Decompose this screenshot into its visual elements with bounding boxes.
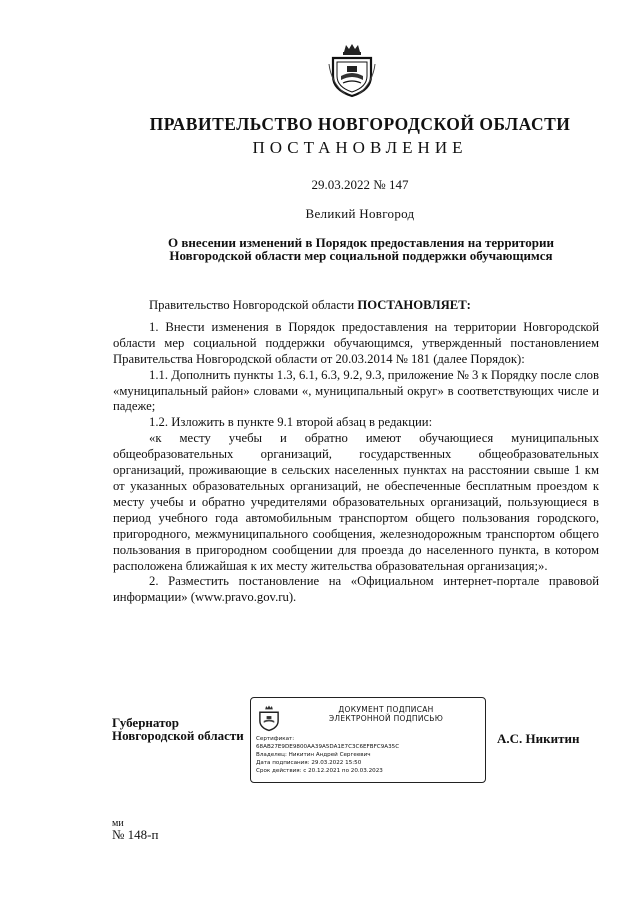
stamp-title-2: ЭЛЕКТРОННОЙ ПОДПИСЬЮ [328, 714, 444, 723]
stamp-details [256, 735, 399, 775]
document-city: Великий Новгород [305, 206, 415, 221]
signatory-name: А.С. Никитин [497, 731, 580, 746]
paragraph-1-2: 1.2. Изложить в пункте 9.1 второй абзац в редакции: [149, 415, 433, 430]
stamp-signed-date: Дата подписания: 29.03.2022 15:50 [256, 760, 362, 766]
paragraph-2: 2. Разместить постановление на «Официальном интернет-портале правовой информации» (www.pravo.gov.ru). [113, 574, 599, 605]
paragraph-1-1: 1.1. Дополнить пункты 1.3, 6.1, 6.3, 9.2, 9.3, приложение № 3 к Порядку после слов «муниципальный район» словами «, муниципальный округ» в соответствующих числе и падеже; [113, 367, 599, 414]
stamp-title-1: ДОКУМЕНТ ПОДПИСАН [338, 705, 434, 714]
position-line-1: Губернатор [112, 715, 180, 730]
document-body [113, 298, 599, 606]
preamble-resolution: ПОСТАНОВЛЯЕТ: [357, 298, 471, 312]
subject-line-2: Новгородской области мер социальной поддержки обучающимся [169, 248, 553, 263]
document-date-number: 29.03.2022 № 147 [311, 177, 409, 192]
document-footer [112, 818, 158, 840]
organization-title: ПРАВИТЕЛЬСТВО НОВГОРОДСКОЙ ОБЛАСТИ [149, 114, 571, 134]
paragraph-1: 1. Внести изменения в Порядок предоставления на территории Новгородской области мер социальной поддержки обучающимся, утвержденный постановлением Правительства Новгородской области от 20.03.2014 № 181 (далее Порядок): [113, 319, 599, 366]
preamble-text: Правительство Новгородской области [149, 298, 358, 312]
stamp-owner: Владелец: Никитин Андрей Сергеевич [256, 752, 371, 758]
stamp-emblem-icon [257, 704, 281, 732]
signatory-position [112, 716, 244, 742]
position-line-2: Новгородской области [112, 728, 244, 743]
stamp-cert-label: Сертификат: [256, 736, 295, 742]
electronic-signature-stamp [250, 697, 486, 783]
preamble [113, 298, 599, 314]
registration-number: № 148-п [112, 827, 159, 842]
subject-line-1: О внесении изменений в Порядок предоставления на территории [168, 235, 554, 250]
quoted-text: «к месту учебы и обратно имеют обучающиеся муниципальных общеобразовательных организаций, государственных общеобразовательных организаций, проживающие в сельских населенных пунктах на расстоянии свыше 1 км от указанных образовательных организаций, не обеспеченные бесплатным проездом к месту учебы и обратно учредителями образовательных организаций, пользующиеся в период учебного года автомобильным транспортом общего пользования городского, пригородного, межмуниципального сообщения, железнодорожным транспортом общего пользования в пригородном сообщении для проезда до населенного пункта, в котором расположена ближайшая к их месту жительства образовательная организация;». [113, 431, 599, 573]
executor-initials: ми [112, 818, 124, 829]
document-type: ПОСТАНОВЛЕНИЕ [252, 138, 468, 157]
stamp-title [291, 705, 481, 723]
document-subject [130, 236, 592, 262]
stamp-cert-number: 68AB27E9DE9800AA39A5DA1E7C3C6EFBFC9A35C [256, 744, 400, 750]
coat-of-arms-icon [327, 42, 377, 98]
stamp-validity: Срок действия: с 20.12.2021 по 20.03.2023 [256, 768, 383, 774]
